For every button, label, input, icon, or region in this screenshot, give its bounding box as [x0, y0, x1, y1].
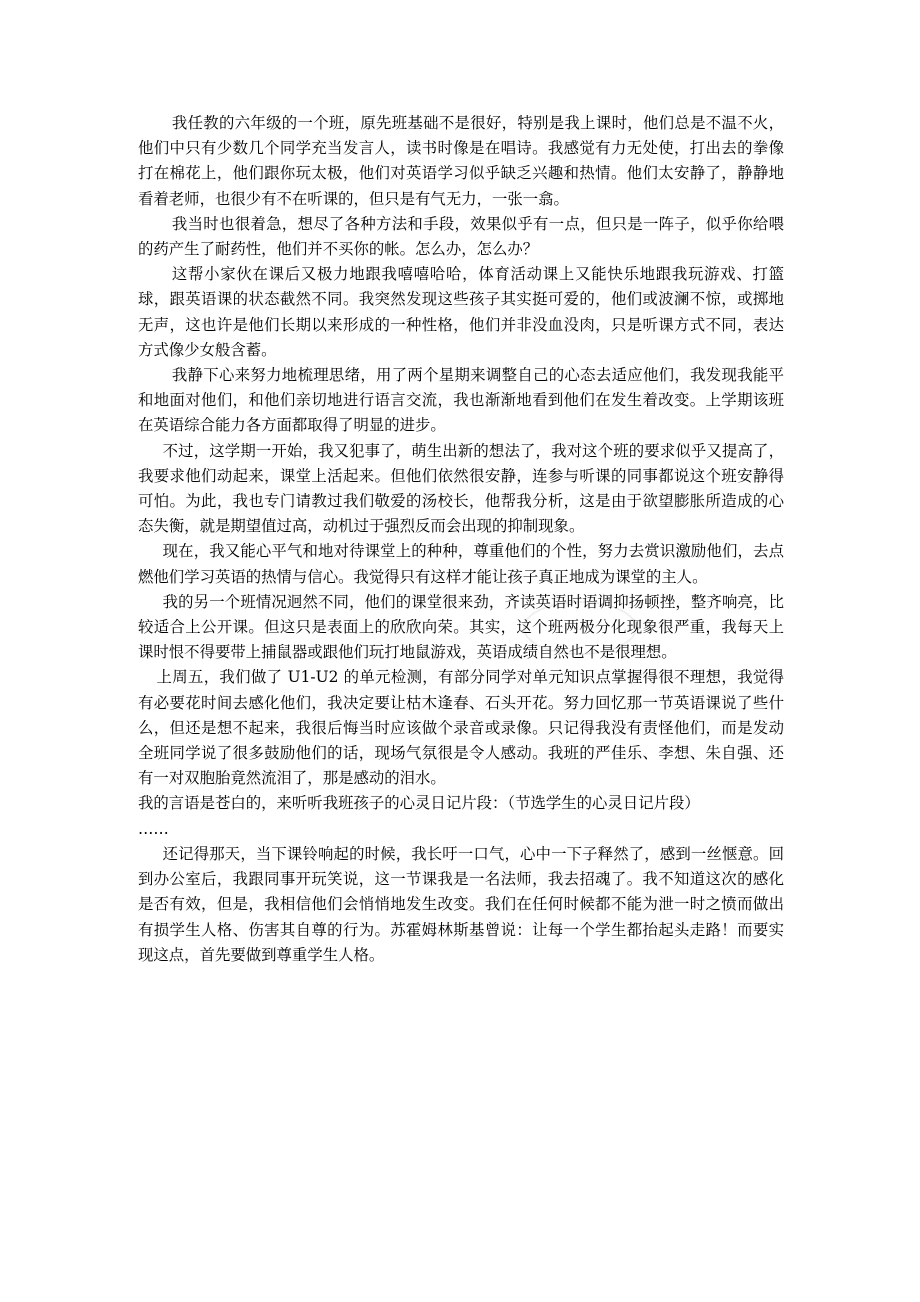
paragraph-9: 我的言语是苍白的，来听听我班孩子的心灵日记片段：（节选学生的心灵日记片段）: [138, 794, 700, 813]
faint-watermark-graphic: [520, 598, 640, 658]
paragraph-6: 现在，我又能心平气和地对待课堂上的种种，尊重他们的个性，努力去赏识激励他们，去点燃他们学习英语的热情与信心。我觉得只有这样才能让孩子真正地成为课堂的主人。: [138, 542, 784, 586]
paragraph-4: 我静下心来努力地梳理思绪，用了两个星期来调整自己的心态去适应他们，我发现我能平和地面对他们，和他们亲切地进行语言交流，我也渐渐地看到他们在发生着改变。上学期该班在英语综合能力各方面都取得了明显的进步。: [138, 366, 784, 435]
paragraph-1: 我任教的六年级的一个班，原先班基础不是很好，特别是我上课时，他们总是不温不火，他们中只有少数几个同学充当发言人，读书时像是在唱诗。我感觉有力无处使，打出去的拳像打在棉花上，他们跟你玩太极，他们对英语学习似乎缺乏兴趣和热情。他们太安静了，静静地看着老师，也很少有不在听课的，但只是有气无力，一张一翕。: [138, 114, 784, 208]
ellipsis-line: ……: [138, 819, 169, 838]
paragraph-7: 我的另一个班情况迥然不同，他们的课堂很来劲，齐读英语时语调抑扬顿挫，整齐响亮，比较适合上公开课。但这只是表面上的欣欣向荣。其实，这个班两极分化现象很严重，我每天上课时恨不得要带上捕鼠器或跟他们玩打地鼠游戏，英语成绩自然也不是很理想。: [138, 592, 784, 662]
paragraph-3: 这帮小家伙在课后又极力地跟我嘻嘻哈哈，体育活动课上又能快乐地跟我玩游戏、打篮球，跟英语课的状态截然不同。我突然发现这些孩子其实挺可爱的，他们或波澜不惊，或掷地无声，这也许是他们长期以来形成的一种性格，他们并非没血没肉，只是听课方式不同，表达方式像少女般含蓄。: [138, 265, 784, 359]
document-body: [138, 111, 784, 968]
paragraph-2: 我当时也很着急，想尽了各种方法和手段，效果似乎有一点，但只是一阵子，似乎你给喂的药产生了耐药性，他们并不买你的帐。怎么办，怎么办？: [138, 214, 784, 259]
paragraph-8: 上周五，我们做了 U1-U2 的单元检测，有部分同学对单元知识点掌握得很不理想，我觉得有必要花时间去感化他们，我决定要让枯木逢春、石头开花。努力回忆那一节英语课说了些什么，但还是想不起来，我很后悔当时应该做个录音或录像。只记得我没有责怪他们，而是发动全班同学说了很多鼓励他们的话，现场气氛很是令人感动。我班的严佳乐、李想、朱自强、还有一对双胞胎竟然流泪了，那是感动的泪水。: [138, 668, 784, 788]
paragraph-10: 还记得那天，当下课铃响起的时候，我长吁一口气，心中一下子释然了，感到一丝惬意。回到办公室后，我跟同事开玩笑说，这一节课我是一名法师，我去招魂了。我不知道这次的感化是否有效，但是，我相信他们会悄悄地发生改变。我们在任何时候都不能为泄一时之愤而做出有损学生人格、伤害其自尊的行为。苏霍姆林斯基曾说：让每一个学生都抬起头走路！而要实现这点，首先要做到尊重学生人格。: [138, 844, 784, 964]
paragraph-5: 不过，这学期一开始，我又犯事了，萌生出新的想法了，我对这个班的要求似乎又提高了，我要求他们动起来，课堂上活起来。但他们依然很安静，连参与听课的同事都说这个班安静得可怕。为此，我也专门请教过我们敬爱的汤校长，他帮我分析，这是由于欲望膨胀所造成的心态失衡，就是期望值过高，动机过于强烈反而会出现的抑制现象。: [138, 441, 784, 536]
